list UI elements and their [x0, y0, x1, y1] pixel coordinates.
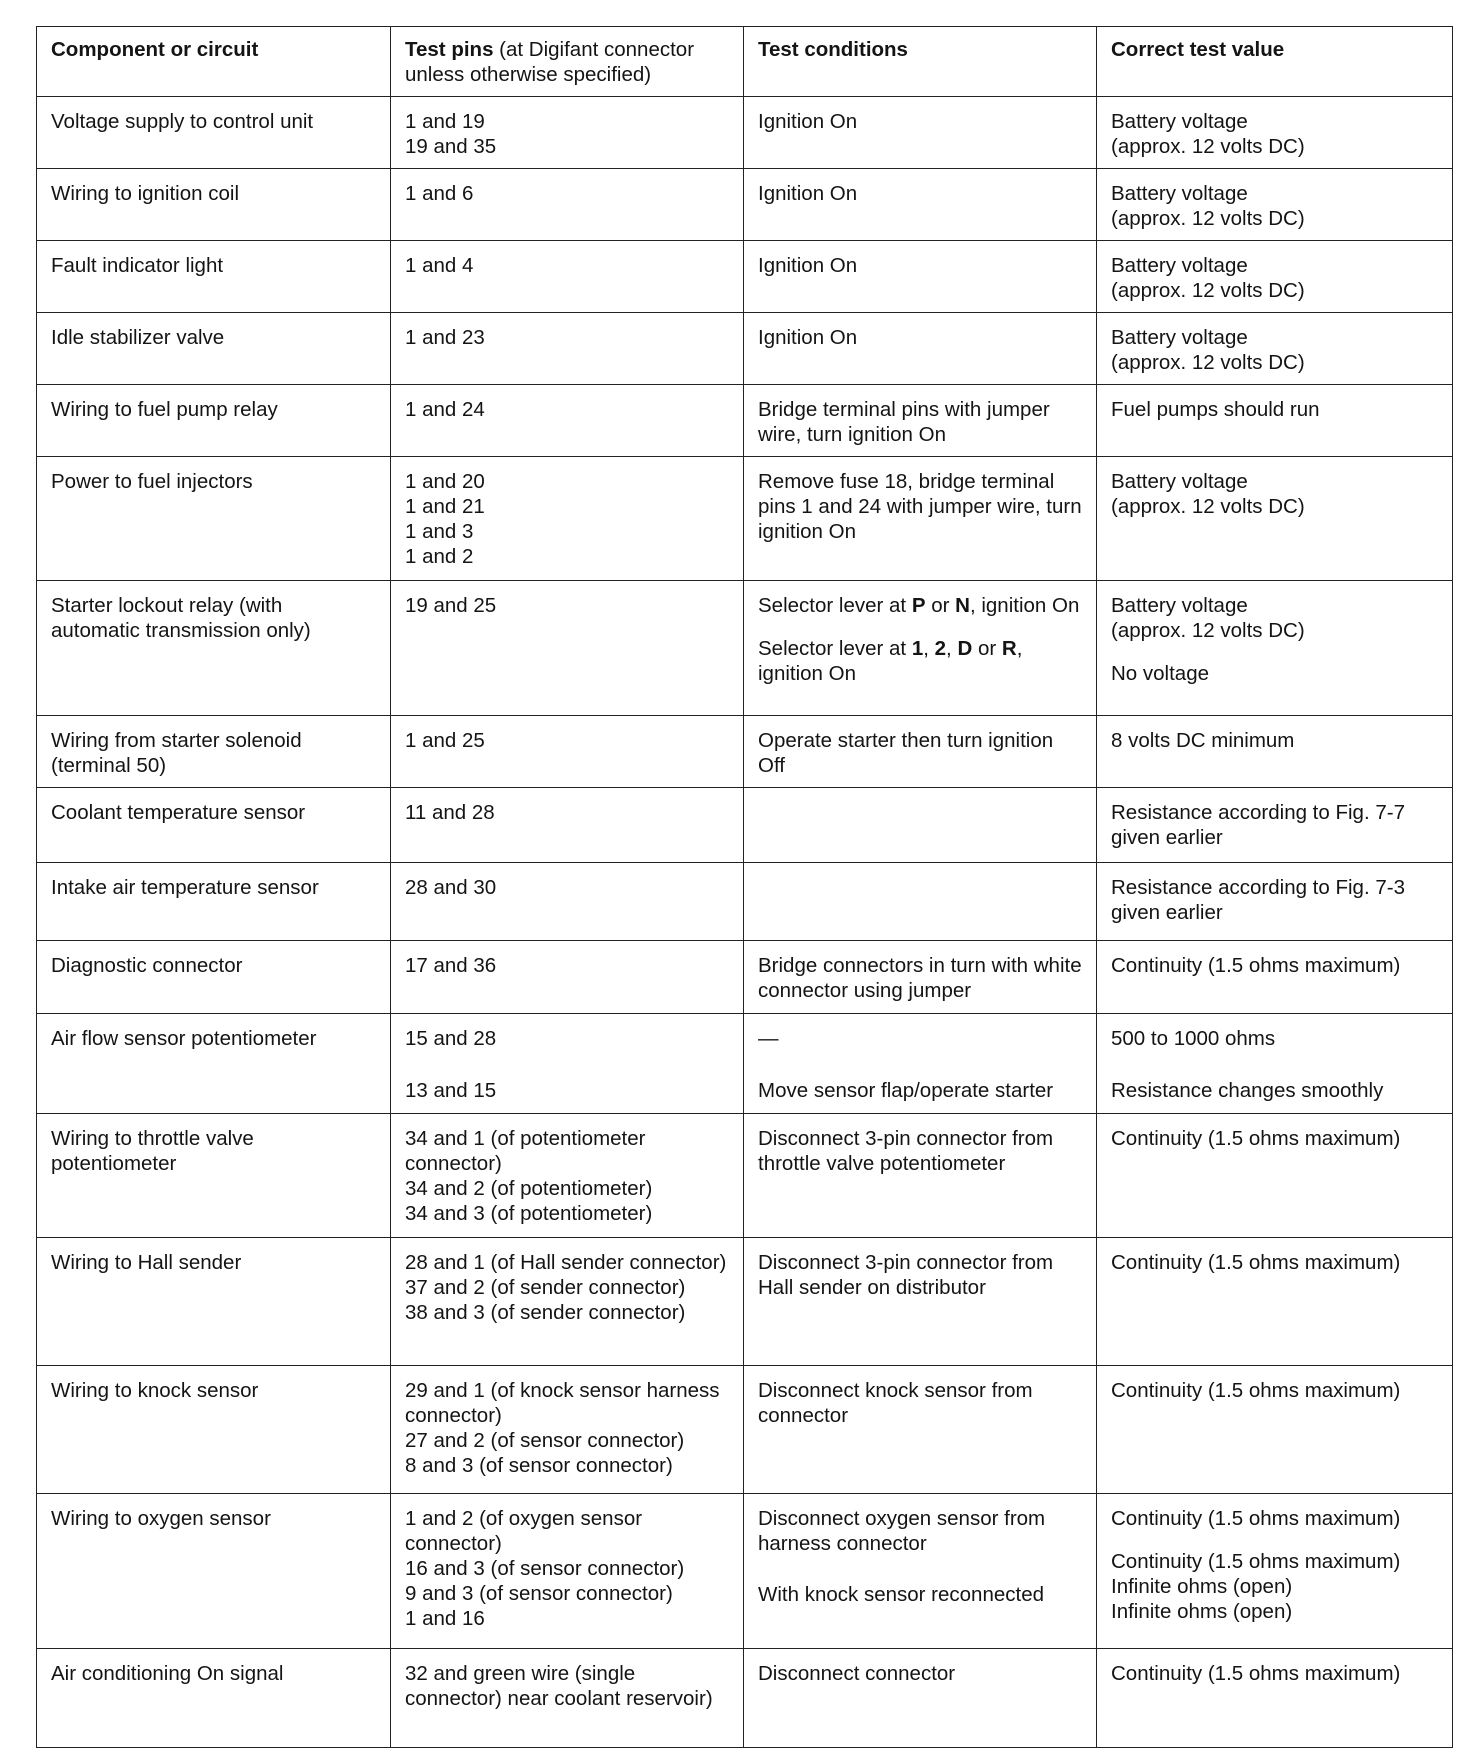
pins-cell — [391, 863, 744, 940]
value-line: (approx. 12 volts DC) — [1111, 206, 1305, 230]
pins-line: 8 and 3 (of sensor connector) — [405, 1454, 673, 1478]
pins-line: 38 and 3 (of sender connector) — [405, 1300, 686, 1324]
table-row — [37, 1648, 1453, 1747]
pins-cell — [391, 96, 744, 168]
table-row — [37, 940, 1453, 1013]
condition-text: R — [1001, 636, 1017, 660]
value-line: (approx. 12 volts DC) — [1111, 134, 1305, 158]
table-row — [37, 788, 1453, 863]
pins-line: 1 and 23 — [405, 325, 485, 349]
conditions-cell: Disconnect 3-pin connector from throttle valve potentiometer — [744, 1113, 1097, 1237]
component-cell: Wiring to oxygen sensor — [37, 1494, 391, 1648]
component-cell: Intake air temperature sensor — [37, 863, 391, 940]
component-cell: Voltage supply to control unit — [37, 96, 391, 168]
pins-line: 19 and 35 — [405, 134, 497, 158]
value-line: Continuity (1.5 ohms maximum) — [1111, 1250, 1401, 1274]
conditions-cell — [744, 863, 1097, 940]
pins-cell — [391, 456, 744, 580]
pins-line: 32 and green wire (single connector) near coolant reservoir) — [405, 1661, 713, 1710]
pins-cell — [391, 940, 744, 1013]
conditions-cell: Remove fuse 18, bridge terminal pins 1 and 24 with jumper wire, turn ignition On — [744, 456, 1097, 580]
table-row — [37, 96, 1453, 168]
component-cell: Diagnostic connector — [37, 940, 391, 1013]
condition-line — [758, 636, 1082, 686]
component-cell: Wiring to Hall sender — [37, 1237, 391, 1365]
condition-text: , — [923, 636, 935, 660]
pins-line: 1 and 19 — [405, 109, 485, 133]
spacer — [758, 618, 1082, 636]
pins-line: 34 and 3 (of potentiometer) — [405, 1201, 653, 1225]
conditions-cell: Disconnect knock sensor from connector — [744, 1366, 1097, 1494]
value-cell — [1097, 580, 1453, 716]
value-line: Battery voltage — [1111, 593, 1248, 617]
component-cell: Idle stabilizer valve — [37, 312, 391, 384]
spacer — [758, 1556, 1082, 1582]
pins-cell — [391, 312, 744, 384]
spacer — [1111, 1531, 1438, 1549]
condition-text: Selector lever at — [758, 636, 912, 660]
value-line: (approx. 12 volts DC) — [1111, 278, 1305, 302]
pins-line: 34 and 1 (of potentiometer connector) — [405, 1126, 646, 1175]
component-cell: Wiring to knock sensor — [37, 1366, 391, 1494]
spacer — [1111, 1051, 1438, 1078]
pins-cell — [391, 1237, 744, 1365]
value-line: Resistance according to Fig. 7-3 given earlier — [1111, 876, 1405, 925]
condition-text: D — [957, 636, 973, 660]
value-line: Continuity (1.5 ohms maximum) — [1111, 1507, 1401, 1531]
condition-line: — — [758, 1026, 779, 1050]
value-line: (approx. 12 volts DC) — [1111, 618, 1305, 642]
pins-cell — [391, 1366, 744, 1494]
pins-line: 1 and 24 — [405, 397, 485, 421]
header-component: Component or circuit — [37, 27, 391, 97]
pins-cell — [391, 788, 744, 863]
conditions-cell: Ignition On — [744, 240, 1097, 312]
conditions-cell — [744, 1494, 1097, 1648]
value-line: Battery voltage — [1111, 109, 1248, 133]
value-line: Battery voltage — [1111, 325, 1248, 349]
condition-text: 2 — [934, 636, 947, 660]
value-line: Resistance changes smoothly — [1111, 1078, 1384, 1102]
pins-line: 34 and 2 (of potentiometer) — [405, 1176, 653, 1200]
conditions-cell: Bridge connectors in turn with white connector using jumper — [744, 940, 1097, 1013]
value-line: Battery voltage — [1111, 181, 1248, 205]
header-correct-value: Correct test value — [1097, 27, 1453, 97]
pins-line: 17 and 36 — [405, 953, 497, 977]
pins-line: 1 and 6 — [405, 181, 474, 205]
header-test-conditions: Test conditions — [744, 27, 1097, 97]
condition-text: 1 — [911, 636, 924, 660]
value-line: Resistance according to Fig. 7-7 given earlier — [1111, 801, 1405, 850]
value-line: Continuity (1.5 ohms maximum) — [1111, 1661, 1401, 1685]
pins-line: 1 and 2 (of oxygen sensor connector) — [405, 1507, 643, 1556]
table-header-row — [37, 27, 1453, 97]
condition-line: Move sensor flap/operate starter — [758, 1078, 1054, 1102]
value-cell — [1097, 1648, 1453, 1747]
component-cell: Fault indicator light — [37, 240, 391, 312]
pins-line: 16 and 3 (of sensor connector) — [405, 1557, 685, 1581]
component-cell: Wiring to throttle valve potentiometer — [37, 1113, 391, 1237]
pins-line: 15 and 28 — [405, 1026, 497, 1050]
header-test-pins-note: (at Digifant connector unless otherwise specified) — [405, 38, 695, 86]
value-cell — [1097, 788, 1453, 863]
component-cell: Coolant temperature sensor — [37, 788, 391, 863]
pins-cell — [391, 1648, 744, 1747]
value-line: Continuity (1.5 ohms maximum) — [1111, 1550, 1401, 1574]
condition-text: or — [925, 593, 956, 617]
condition-text: , ignition On — [758, 636, 1023, 685]
condition-text: , — [946, 636, 958, 660]
pins-line: 1 and 21 — [405, 494, 485, 518]
pins-line: 1 and 25 — [405, 729, 485, 753]
value-cell — [1097, 168, 1453, 240]
value-cell — [1097, 312, 1453, 384]
value-cell — [1097, 863, 1453, 940]
component-cell: Wiring to ignition coil — [37, 168, 391, 240]
value-line: Battery voltage — [1111, 469, 1248, 493]
pins-line: 9 and 3 (of sensor connector) — [405, 1582, 673, 1606]
table-row — [37, 580, 1453, 716]
pins-line: 1 and 2 — [405, 544, 474, 568]
pins-cell — [391, 716, 744, 788]
pins-line: 28 and 1 (of Hall sender connector) — [405, 1250, 727, 1274]
condition-text: Selector lever at — [758, 593, 912, 617]
value-cell — [1097, 240, 1453, 312]
value-line: Infinite ohms (open) — [1111, 1600, 1293, 1624]
test-table-page — [36, 26, 1452, 1748]
value-cell — [1097, 1013, 1453, 1113]
pins-line: 27 and 2 (of sensor connector) — [405, 1429, 685, 1453]
pins-line: 1 and 4 — [405, 253, 474, 277]
conditions-cell: Ignition On — [744, 168, 1097, 240]
condition-text: N — [955, 593, 970, 617]
pins-line: 29 and 1 (of knock sensor harness connector) — [405, 1379, 720, 1428]
value-cell — [1097, 456, 1453, 580]
condition-text: or — [972, 636, 1002, 660]
pins-line: 11 and 28 — [405, 801, 495, 825]
value-cell — [1097, 96, 1453, 168]
conditions-cell: Ignition On — [744, 312, 1097, 384]
component-cell: Starter lockout relay (with automatic transmission only) — [37, 580, 391, 716]
value-line: Continuity (1.5 ohms maximum) — [1111, 1379, 1401, 1403]
table-row — [37, 456, 1453, 580]
component-cell: Wiring to fuel pump relay — [37, 384, 391, 456]
conditions-cell: Ignition On — [744, 96, 1097, 168]
conditions-cell: Operate starter then turn ignition Off — [744, 716, 1097, 788]
value-cell — [1097, 1113, 1453, 1237]
value-line: Continuity (1.5 ohms maximum) — [1111, 1126, 1401, 1150]
value-line: 500 to 1000 ohms — [1111, 1026, 1276, 1050]
pins-cell — [391, 168, 744, 240]
pins-cell — [391, 580, 744, 716]
table-row — [37, 716, 1453, 788]
component-cell: Air flow sensor potentiometer — [37, 1013, 391, 1113]
pins-line: 1 and 16 — [405, 1607, 485, 1631]
conditions-cell — [744, 788, 1097, 863]
pins-line: 28 and 30 — [405, 876, 497, 900]
table-row — [37, 1366, 1453, 1494]
table-row — [37, 168, 1453, 240]
value-cell — [1097, 940, 1453, 1013]
value-line: No voltage — [1111, 661, 1210, 685]
table-row — [37, 384, 1453, 456]
table-row — [37, 1113, 1453, 1237]
header-test-pins-label: Test pins — [405, 38, 494, 61]
pins-line: 1 and 20 — [405, 469, 485, 493]
value-line: Fuel pumps should run — [1111, 397, 1320, 421]
component-cell: Wiring from starter solenoid (terminal 50) — [37, 716, 391, 788]
conditions-cell: Disconnect 3-pin connector from Hall sender on distributor — [744, 1237, 1097, 1365]
component-cell: Air conditioning On signal — [37, 1648, 391, 1747]
digifant-test-table — [36, 26, 1453, 1748]
value-line: Infinite ohms (open) — [1111, 1575, 1293, 1599]
pins-line: 1 and 3 — [405, 519, 474, 543]
condition-line: Disconnect oxygen sensor from harness connector — [758, 1507, 1046, 1556]
condition-text: , ignition On — [969, 593, 1080, 617]
value-line: (approx. 12 volts DC) — [1111, 350, 1305, 374]
value-line: (approx. 12 volts DC) — [1111, 494, 1305, 518]
table-row — [37, 863, 1453, 940]
spacer — [758, 1051, 1082, 1078]
condition-text: P — [911, 593, 926, 617]
pins-cell — [391, 1013, 744, 1113]
value-cell — [1097, 1237, 1453, 1365]
conditions-cell: Bridge terminal pins with jumper wire, turn ignition On — [744, 384, 1097, 456]
value-line: 8 volts DC minimum — [1111, 729, 1295, 753]
table-row — [37, 312, 1453, 384]
header-test-pins — [391, 27, 744, 97]
component-cell: Power to fuel injectors — [37, 456, 391, 580]
value-line: Battery voltage — [1111, 253, 1248, 277]
pins-cell — [391, 1494, 744, 1648]
pins-line: 37 and 2 (of sender connector) — [405, 1275, 686, 1299]
pins-line: 13 and 15 — [405, 1078, 497, 1102]
table-row — [37, 1013, 1453, 1113]
table-row — [37, 240, 1453, 312]
pins-cell — [391, 240, 744, 312]
pins-cell — [391, 384, 744, 456]
spacer — [1111, 643, 1438, 661]
conditions-cell — [744, 580, 1097, 716]
conditions-cell: Disconnect connector — [744, 1648, 1097, 1747]
table-row — [37, 1237, 1453, 1365]
conditions-cell — [744, 1013, 1097, 1113]
value-cell — [1097, 716, 1453, 788]
value-cell — [1097, 384, 1453, 456]
condition-line — [758, 593, 1082, 618]
table-row — [37, 1494, 1453, 1648]
pins-line: 19 and 25 — [405, 593, 497, 617]
pins-cell — [391, 1113, 744, 1237]
value-line: Continuity (1.5 ohms maximum) — [1111, 953, 1401, 977]
condition-line: With knock sensor reconnected — [758, 1583, 1044, 1607]
value-cell — [1097, 1366, 1453, 1494]
value-cell — [1097, 1494, 1453, 1648]
spacer — [405, 1051, 729, 1078]
